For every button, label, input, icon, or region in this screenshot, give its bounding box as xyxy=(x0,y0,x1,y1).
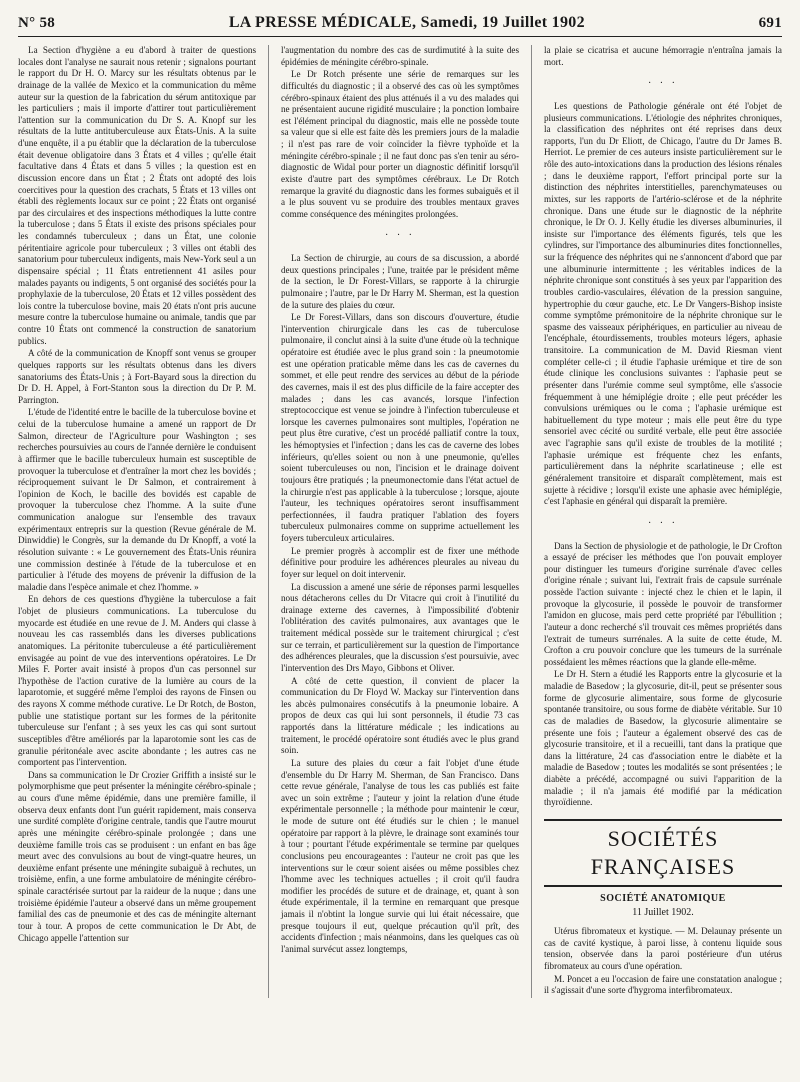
column-1 xyxy=(18,45,256,998)
text-columns xyxy=(18,45,782,998)
paragraph: La Section d'hygiène a eu d'abord à traiter de questions locales dont l'analyse ne saurait nous retenir ; signalons pourtant le rapport du Dr H. O. Marcy sur les résultats obtenus par le drainage de la vallée de Mexico et la communication du même auteur sur la question de la fabrication du sérum antitoxique par les particuliers ; mais il importe d'attirer tout particulièrement l'attention sur la communication du Dr S. A. Knopf sur les résultats de la lutte antituberculeuse aux États-Unis. A la suite d'une enquête, il a pu établir que la déclaration de la tuberculose était devenue obligatoire dans 3 États et 4 villes ; qu'elle était facultative dans 4 États et dans 5 villes ; la question est en discussion encore dans un État ; 2 États ont adopté des lois coercitives pour la question des crachats, 5 États et 13 villes ont établi des règlements locaux sur ce point ; 22 États ont organisé par des circulaires et des inspections méthodiques la lutte contre la tuberculose ; dans 5 États il existe des prisons spéciales pour les condamnés tuberculeux ; dans un État, une colonie péritentiaire agricole pour tuberculeux ; 3 villes ont établi des sanatorium pour tuberculeux indigents, mais New-York seul a un dispensaire spécial ; 11 États entretiennent 41 asiles pour malades payants ou indigents, 5 ont organisé des sociétés pour la prophylaxie de la tuberculose, 20 États et 12 villes possèdent des lois contre la tuberculose bovine, mais 20 états n'ont pris aucune mesure contre la tuberculose humaine ou animale, tandis que par contre 10 États ont commencé la construction de sanatorium publics. xyxy=(18,45,257,346)
societes-heading: SOCIÉTÉS FRANÇAISES xyxy=(544,819,782,887)
column-3 xyxy=(544,45,782,998)
paragraph: La Section de chirurgie, au cours de sa discussion, a abordé deux questions principales ; l'une, traitée par le président même de la section, le Dr Forest-Villars, se rapporte à la chirurgie pulmonaire ; l'autre, par le Dr Harry M. Sherman, est la question de la suture des plaies du cœur. xyxy=(280,253,519,310)
paragraph: Dans sa communication le Dr Crozier Griffith a insisté sur le polymorphisme que peut présenter la méningite cérébro-spinale ; au cours d'une même épidémie, dans une première famille, il observa deux enfants dont l'un guérit rapidement, mais conserva une surdité complète d'origine centrale, tandis que l'autre mourut après une méningite cérébro-spinale prolongée ; dans une deuxième famille trois cas se produisent : un enfant en bas âge meurt avec des convulsions au bout de vingt-quatre heures, un deuxième enfant présente une méningite subaiguë à rechutes, un troisième, enfin, a une forme ambulatoire de méningite cérébro-spinale caractérisée surtout par la raideur de la nuque ; dans une troisième épidémie l'auteur a observé dans un même groupement familial des cas de pneumonie et des cas de méningite alternant tour à tour. A propos de cette communication le Dr Abt, de Chicago appelle l'attention sur xyxy=(18,769,257,943)
paragraph: Le Dr Rotch présente une série de remarques sur les difficultés du diagnostic ; il a observé des cas où les symptômes cérébro-spinaux étaient des plus atténués il a vu des malades qui ne présentaient aucune rigidité musculaire ; la ponction lombaire est l'élément principal du diagnostic, mais elle ne possède toute sa valeur que si elle est faite dès les premiers jours de la maladie ; il n'est pas rare de voir coïncider la fièvre typhoïde et la méningite cérébro-spinale ; il ne faut donc pas s'en tenir au séro-diagnostic de Widal pour porter un diagnostic définitif lorsqu'il existe d'autre part des symptômes cérébraux. Le Dr Rotch remarque la gravité du diagnostic dans les formes subaiguës et il a le plus souvent vu se produire des troubles mentaux graves comme conséquence des méningites prolongées. xyxy=(280,69,519,219)
paragraph: A côté de la communication de Knopff sont venus se grouper quelques rapports sur les résultats obtenus dans les divers sanatoriums des États-Unis ; à Fort-Bayard sous la direction du Dr D. H. Appel, à Fort-Stanton sous la direction du Dr P. M. Parrington. xyxy=(18,348,257,405)
paragraph: A côté de cette question, il convient de placer la communication du Dr Floyd W. Mackay sur l'intervention dans les abcès pulmonaires consécutifs à la pneumonie lobaire. A propos de deux cas qui lui sont personnels, il étudie 73 cas rapportés dans la littérature médicale ; les indications au traitement, le procédé opératoire sont étudiés avec le plus grand soin. xyxy=(280,675,519,756)
session-date: 11 Juillet 1902. xyxy=(632,907,694,919)
issue-number: N° 58 xyxy=(18,15,56,31)
societe-anatomique-heading: SOCIÉTÉ ANATOMIQUE xyxy=(600,892,726,904)
column-2 xyxy=(281,45,519,998)
column-rule xyxy=(531,45,532,998)
paragraph: Le Dr Forest-Villars, dans son discours d'ouverture, étudie l'intervention chirurgicale dans les cas de tuberculose pulmonaire, il conclut ainsi à la suite d'une étude où la technique opératoire est étudiée avec le plus grand soin : la pneumotomie est une opération praticable même dans les cas de cavernes du sommet, et elle peut rendre des services au début de la période des cavernes, mais il est des plus difficile de la faire accepter des malades ; dans les cas avancés, lorsque l'infection streptococcique est venue se joindre à l'infection tuberculeuse et lorsque les cavernes pulmonaires sont multiples, l'opération ne peut plus être curative, c'est un procédé palliatif contre la toux, les hémoptysies et l'infection ; dans les cas de caverne des lobes inférieurs, qu'elles soient ou non à une pneumonie, qu'elles soient tuberculeuses ou non, l'incision et le drainage doivent toujours être pratiqués ; la pneumonectomie dans l'état actuel de la chirurgie n'est pas applicable à la tuberculose ; lorsque, ajoute l'auteur, les techniques opératoires seront insuffisamment perfectionnées, il faudra pratiquer l'ablation des foyers tuberculeux pulmonaires comme on supprime actuellement les foyers tuberculeux articulaires. xyxy=(280,312,519,544)
paragraph: L'étude de l'identité entre le bacille de la tuberculose bovine et celui de la tuberculose humaine a amené un rapport de Dr Salmon, directeur de l'Agriculture pour Washington ; ses recherches poursuivies au cours de l'année dernière le conduisent à affirmer que le bacille tuberculeux humain est susceptible de provoquer la tuberculose et d'entraîner la mort chez les bovidés ; réciproquement suivant le Dr Salmon, et contrairement à l'opinion de Koch, le bacille des bovidés est capable de provoquer la tuberculose chez l'homme. A la suite d'une communication analogue sur l'ensemble des travaux expérimentaux entrepris sur la question (Revue générale de M. Dinwiddie) le Congrès, sur la demande du Dr Knopff, a voté la résolution suivante : « Le gouvernement des États-Unis réunira une commission destinée à l'étude de la tuberculose et en particulier à l'étude des moyens de prévenir la diffusion de la maladie dans l'espèce animale et chez l'homme. » xyxy=(18,407,257,592)
column-rule xyxy=(268,45,269,998)
paragraph: Le Dr H. Stern a étudié les Rapports entre la glycosurie et la maladie de Basedow ; la glycosurie, dit-il, peut se présenter sous forme de glycosurie alimentaire, sous forme de glycosurie spontanée transitoire, ou sous forme de diabète véritable. Sur 10 cas de maladies de Basedow, la glycosurie alimentaire se présente une fois ; l'auteur a également observé des cas de glycosurie transitoire, et il a recueilli, tant dans la pratique que dans la littérature, 24 cas d'association entre le diabète et la maladie de Basedow ; toutes les modalités se sont présentées ; le diabète a précédé, accompagné ou suivi l'apparition de la maladie ; il n'a jamais été modifié par la médication thyroïdienne. xyxy=(543,669,782,808)
paragraph: la plaie se cicatrisa et aucune hémorragie n'entraîna jamais la mort. xyxy=(543,45,782,67)
section-separator: · · · xyxy=(384,230,415,242)
journal-title: LA PRESSE MÉDICALE, Samedi, 19 Juillet 1902 xyxy=(228,14,585,31)
paragraph: l'augmentation du nombre des cas de surdimutité à la suite des épidémies de méningite cérébro-spinale. xyxy=(280,45,519,67)
section-separator: · · · xyxy=(647,78,678,90)
running-header xyxy=(18,14,782,37)
paragraph: Le premier progrès à accomplir est de fixer une méthode définitive pour produire les adhérences pleurales au niveau du foyer sur lequel on doit intervenir. xyxy=(280,545,519,579)
paragraph: Utérus fibromateux et kystique. — M. Delaunay présente un cas de cavité kystique, à paroi lisse, à contenu liquide sous tension, observée dans la paroi postérieure d'un utérus fibromateux au cours d'une opération. xyxy=(543,926,782,971)
paragraph: M. Poncet a eu l'occasion de faire une constatation analogue ; il s'agissait d'une sorte d'hygroma interfibromateux. xyxy=(543,973,782,996)
section-separator: · · · xyxy=(647,517,678,529)
paragraph: Les questions de Pathologie générale ont été l'objet de plusieurs communications. L'étiologie des néphrites chroniques, la classification des néphrites ont été reprises dans deux rapports, l'un du Dr Eliott, de Chicago, l'autre du Dr James B. Herriot. Le premier de ces auteurs insiste particulièrement sur le rôle des auto-intoxications dans la production des lésions rénales ; dans le deuxième rapport, l'effort principal porte sur la distinction des néphrites interstitielles, parenchymateuses ou mixtes, sur les rapports de l'artério-sclérose et de la néphrite chronique. Dans une étude sur le diagnostic de la néphrite chronique, le Dr O. J. Kelly étudie les diverses albuminuries, il insiste sur l'importance des éléments figurés, tels que les cylindres, sur l'importance des albuminuries dites fonctionnelles, sur la fréquence des néphrites qui ne s'annoncent d'abord que par une albuminurie intermittente ; les véritables indices de la néphrite chronique sont constitués à ses yeux par l'apparition des troubles cardio-vasculaires, élévation de la pression sanguine, hypertrophie du cœur gauche, etc. Le Dr Vangers-Bishop insiste comme symptôme prémonitoire de la néphrite chronique sur le spasme des vaisseaux périphériques, en particulier au niveau de l'encéphale, étourdissements, troubles moteurs légers, aphasie transitoire. La communication de M. David Riesman vient compléter celle-ci ; il étudie l'aphasie urémique et tire de son étude clinique les conclusions suivantes : l'aphasie peut se présenter dans l'urémie comme seul symptôme, elle s'associe fréquemment à une hémiplégie droite ; elle peut précéder les convulsions urémiques ou le coma ; l'aphasie urémique est habituellement du type moteur ; mais elle peut être du type sensoriel avec cécité ou surdité verbale, elle peut être associée avec l'agraphie sans qu'il existe de troubles de la motilité ; l'aphasie urémique est fréquente chez les enfants, particulièrement dans la néphrite scarlatineuse ; elle est généralement transitoire et disparaît complètement, mais est sujette à récidive ; lorsqu'il existe une aphasie avec hémiplégie, c'est l'aphasie en général qui disparaît la première. xyxy=(543,100,782,507)
paragraph: En dehors de ces questions d'hygiène la tuberculose a fait l'objet de plusieurs communications. La tuberculose du myocarde est étudiée en une revue de J. M. Anders qui classe à nouveau les cas rassemblés dans les diverses publications anatomiques. La péritonite tuberculeuse a été particulièrement envisagée au point de vue des interventions opératoires. Le Dr Miles F. Porter avait insisté à propos d'un cas personnel sur l'hypothèse de l'action curative de la lumière au cours de la laparotomie, et suggéré même l'emploi des rayons de Finsen ou des rayons X comme méthode curative. Le Dr Rotch, de Boston, publie une statistique portant sur les formes de la péritonite tuberculeuse sur l'enfant ; à ses yeux les cas qui sont surtout susceptibles d'être améliorés par la laparotomie sont les cas de granulie péritonéale avec ascite abondante ; les autres cas ne comportent pas l'intervention. xyxy=(18,594,257,768)
paragraph: La suture des plaies du cœur a fait l'objet d'une étude d'ensemble du Dr Harry M. Sherman, de San Francisco. Dans cette revue générale, l'analyse de tous les cas publiés est faite avec un soin extrême ; l'auteur y joint la relation d'une étude expérimentale personnelle ; la méthode pour maintenir le cœur, le mode de suture ont été étudiés sur le chien ; le manuel opératoire par rapport à la plèvre, le drainage sont examinés tour à tour ; pourtant l'étude expérimentale se termine par quelques conclusions peu encourageantes : l'auteur ne croit pas que les interventions sur le cœur soient aisées ou même possibles chez l'homme avec les techniques actuelles ; il croit qu'il faudra modifier les procédés de suture et de drainage, et, quant à son étude expérimentale, il la termine en remarquant que presque jamais il n'obtint la longue survie qui lui était nécessaire, que presque toujours il eut, quelque précaution qu'il prît, des accidents d'infection ; mais néanmoins, dans les quelques cas où l'animal survécut assez longtemps, xyxy=(280,757,519,954)
paragraph: La discussion a amené une série de réponses parmi lesquelles nous détacherons celles du Dr Vitacre qui croit à l'inutilité du drainage externe des cavernes, à l'impossibilité d'obtenir l'oblitération des cavités pulmonaires, aux avantages que le traitement médical possède sur le traitement chirurgical ; c'est sur ce terrain, et particulièrement sur la question de l'importance des adhérences pleurales, que la discussion s'est poursuivie, avec l'intervention des Drs Mayo, Gibbons et Oliver. xyxy=(280,581,519,673)
page-number: 691 xyxy=(758,15,782,31)
paragraph: Dans la Section de physiologie et de pathologie, le Dr Crofton a essayé de préciser les méthodes que l'on pouvait employer pour distinguer les tumeurs d'origine surrénale d'avec celles d'origine rénale ; suivant lui, l'extrait frais de capsule surrénale possède l'action suivante : injecté chez le chien et le lapin, il provoque la glycosurie, il possède le pouvoir de transformer l'amidon en glucose, mais perd cette propriété par l'ébullition ; l'auteur a donc recherché s'il trouvait ces mêmes propriétés dans l'extrait de tumeurs surrénales. A la suite de cette étude, M. Crofton a cru pouvoir conclure que les tumeurs de la surrénale possédaient les mêmes réactions que la glande elle-même. xyxy=(543,540,782,667)
